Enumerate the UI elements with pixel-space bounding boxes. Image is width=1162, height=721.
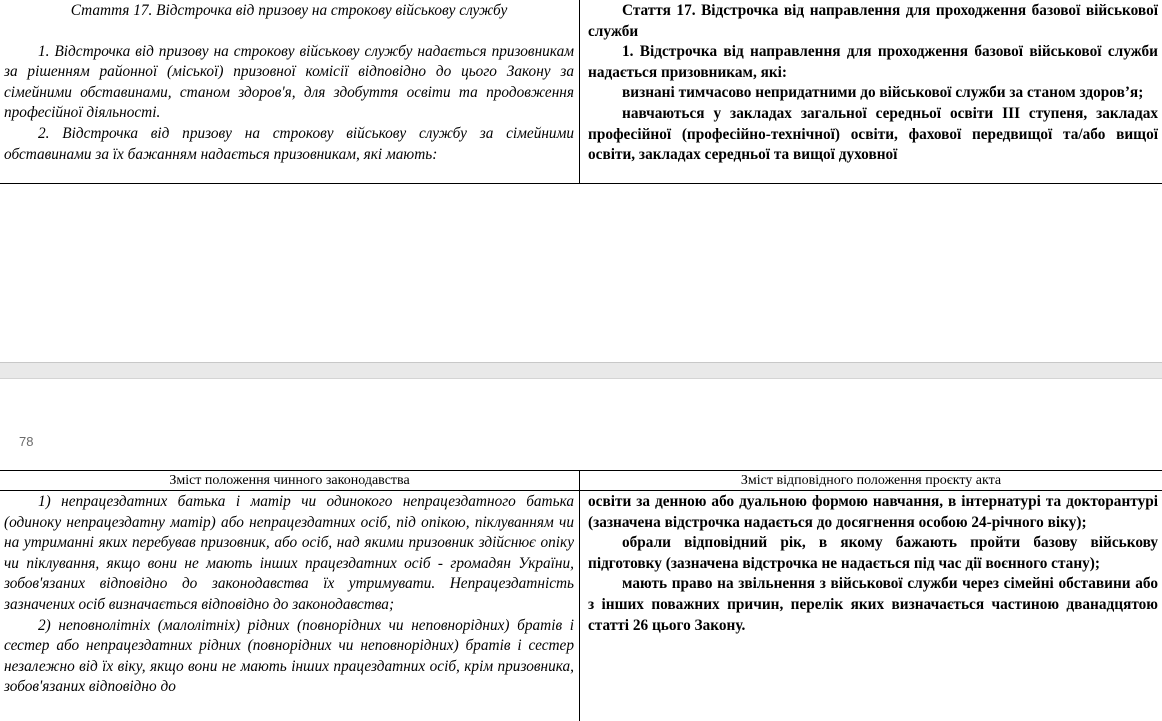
bottom-right-cell [588,492,1158,636]
right-article-heading: Стаття 17. Відстрочка від направлення для проходження базової військової служби [588,2,1158,40]
top-column-divider [579,0,580,183]
left-article-heading: Стаття 17. Відстрочка від призову на строкову військову службу [70,2,508,19]
top-right-cell [588,1,1158,166]
header-draft-act: Зміст відповідного положення проєкту акта [740,473,1002,488]
page-number: 78 [19,434,34,449]
bottom-column-divider [579,470,580,721]
page-separator [0,362,1162,379]
right-paragraph: навчаються у закладах загальної середньої освіти III ступеня, закладах професійної (професійно-технічної) освіти, фахової передвищої та/або вищої освіти, закладах середньої та вищої духовної [588,104,1158,164]
left-paragraph: 1. Відстрочка від призову на строкову військову службу надається призовникам за рішенням районної (міської) призовної комісії відповідно до цього Закону за сімейними обставинами, станом здоров'я, для здобуття освіти та продовження професійної діяльності. [4,42,574,122]
top-table-bottom-border [0,183,1162,184]
bottom-left-cell [4,492,574,698]
left-paragraph: 2. Відстрочка від призову на строкову військову службу за сімейними обставинами за їх бажанням надається призовникам, які мають: [4,124,574,163]
right-paragraph: визнані тимчасово непридатними до військової служби за станом здоров’я; [622,84,1144,102]
header-bottom-border [0,490,1162,491]
right-paragraph: мають право на звільнення з військової служби через сімейні обставини або з інших поважних причин, перелік яких визначається частиною дванадцятою статті 26 цього Закону. [588,575,1158,634]
right-paragraph: освіти за денною або дуальною формою навчання, в інтернатурі та докторантурі (зазначена відстрочка надається до досягнення особою 24-річного віку); [588,493,1158,531]
top-left-cell [4,1,574,165]
right-paragraph: 1. Відстрочка від направлення для проходження базової військової служби надається призовникам, які: [588,43,1158,81]
header-current-law: Зміст положення чинного законодавства [169,473,410,488]
left-paragraph: 1) непрацездатних батька і матір чи одинокого непрацездатного батька (одиноку непрацездатну матір) або непрацездатних осіб, під опікою, піклуванням чи на утриманні яких перебував призовник, або осіб, над якими призовник здійснює опіку чи піклування, якщо вони не мають інших працездатних осіб - громадян України, зобов'язаних відповідно до законодавства їх утримувати. Непрацездатність зазначених осіб визначається відповідно до законодавства; [4,493,574,613]
left-paragraph: 2) неповнолітніх (малолітніх) рідних (повнорідних чи неповнорідних) братів і сестер або непрацездатних рідних (повнорідних чи неповнорідних) братів і сестер незалежно від їх віку, якщо вони не мають інших працездатних осіб, крім призовника, зобов'язаних відповідно до [4,616,574,696]
right-paragraph: обрали відповідний рік, в якому бажають пройти базову військову підготовку (зазначена відстрочка не надається під час дії воєнного стану); [588,534,1158,572]
